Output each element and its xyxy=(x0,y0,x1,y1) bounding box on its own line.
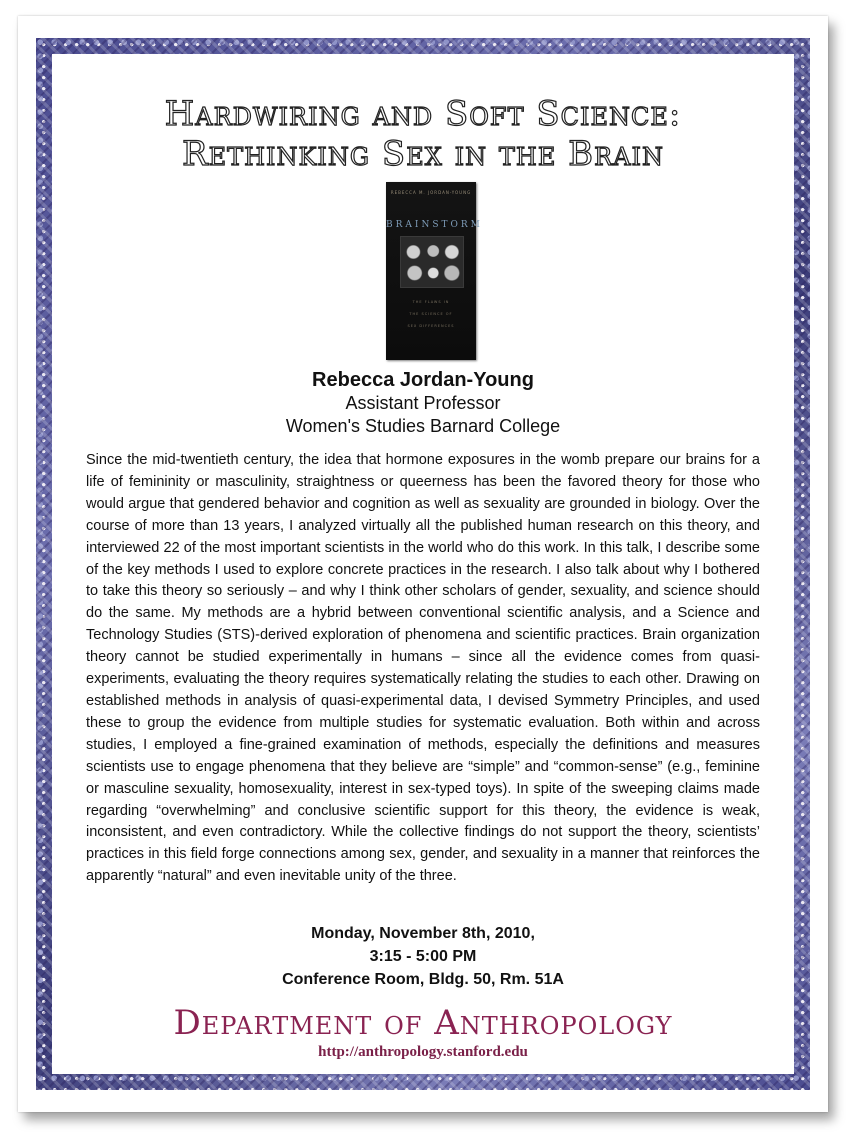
event-location: Conference Room, Bldg. 50, Rm. 51A xyxy=(282,971,564,988)
brain-scans-image xyxy=(400,236,464,288)
talk-abstract: Since the mid-twentieth century, the idea that hormone exposures in the womb prepare our brains for a life of femininity or masculinity, straightness or queerness has been the favored theory for those who would argue that gendered behavior and cognition as well as sexuality are grounded in biology. Over the course of more than 13 years, I analyzed virtually all the published human research on this theory, and interviewed 22 of the most important scientists in the world who do this work. In this talk, I describe some of the key methods I used to explore concrete practices in the research. I also talk about why I bothered to take this theory so seriously – and why I think other scholars of gender, sexuality, and science should do the same. My methods are a hybrid between conventional scientific analysis, and a Science and Technology Studies (STS)-derived exploration of phenomena and scientific practices. Brain organization theory cannot be studied experimentally in humans – since all the evidence comes from quasi-experiments, evaluating the theory requires systematically relating the studies to each other. Drawing on established methods in analysis of quasi-experimental data, I devised Symmetry Principles, and used these to group the evidence from multiple studies for systematic evaluation. Both within and across studies, I employed a fine-grained examination of methods, especially the definitions and measures scientists use to engage phenomena that they believe are “simple” and “common-sense” (e.g., feminine or masculine sexuality, homosexuality, interest in sex-typed toys). In spite of the sweeping claims made regarding “overwhelming” and conclusive scientific support for this theory, the evidence is weak, inconsistent, and even contradictory. While the collective findings do not support the theory, scientists’ practices in this field forge connections among sex, gender, and sexuality in a manner that reinforces the apparently “natural” and even inevitable unity of the three. xyxy=(86,452,760,885)
book-author: REBECCA M. JORDAN-YOUNG xyxy=(390,190,472,195)
speaker-role: Assistant Professor xyxy=(345,393,501,413)
event-time: 3:15 - 5:00 PM xyxy=(369,948,477,965)
title-line-2: Rethinking Sex in the Brain xyxy=(181,134,665,174)
event-details xyxy=(52,922,794,991)
book-subtitle-1: THE FLAWS IN xyxy=(412,300,450,304)
speaker-affiliation: Women's Studies Barnard College xyxy=(285,416,561,436)
department-url[interactable]: http://anthropology.stanford.edu xyxy=(318,1044,528,1060)
book-cover-image xyxy=(386,182,483,360)
poster-content xyxy=(52,54,794,1074)
speaker-name: Rebecca Jordan-Young xyxy=(312,369,534,391)
book-title xyxy=(386,220,483,230)
book-subtitle-3: SEX DIFFERENCES xyxy=(407,324,455,328)
book-title-text: BRAINSTORM xyxy=(386,220,483,230)
decorative-border xyxy=(36,38,810,1090)
poster-title xyxy=(52,94,794,174)
speaker-info xyxy=(52,368,794,438)
poster-sheet xyxy=(18,16,828,1112)
event-date: Monday, November 8th, 2010, xyxy=(311,925,535,942)
department-name: Department of Anthropology xyxy=(173,1003,673,1043)
title-line-1: Hardwiring and Soft Science: xyxy=(164,94,682,134)
book-subtitle-2: THE SCIENCE OF xyxy=(409,312,453,316)
